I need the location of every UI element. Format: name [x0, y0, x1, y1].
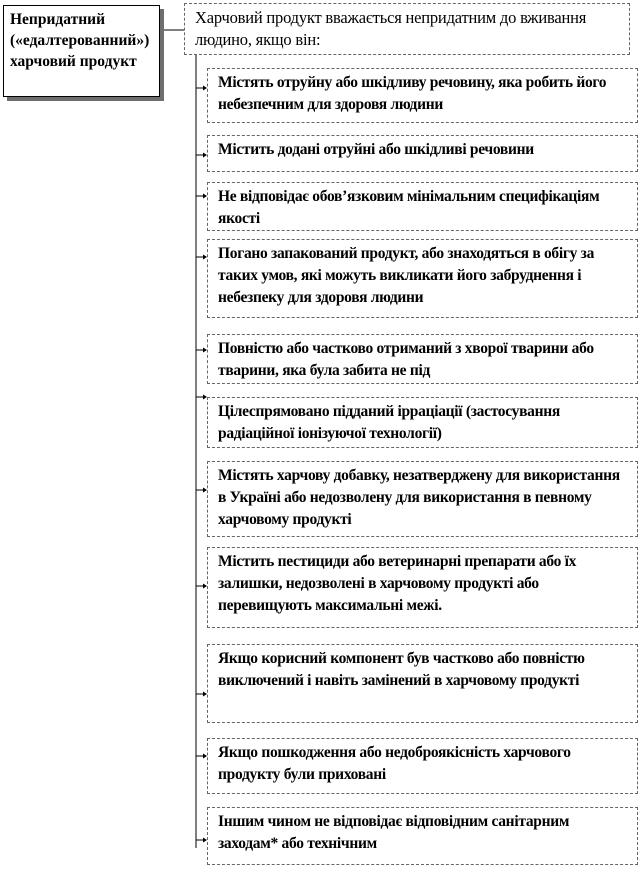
criterion-box-11 [207, 807, 638, 865]
criterion-box-5 [207, 334, 638, 384]
criterion-text: Погано запакований продукт, або знаходяться в обігу за таких умов, які можуть викликати його забруднення і небезпеку для здоровя людини [218, 245, 595, 306]
criterion-text: Містять харчову добавку, незатверджену для використання в Україні або недозволену для використання в певному харчовому продукті [218, 467, 620, 528]
criterion-box-7 [207, 461, 638, 537]
criterion-box-1 [207, 68, 638, 123]
criterion-text: Містить додані отруйні або шкідливі речовини [218, 141, 534, 158]
definition-header-box [184, 3, 630, 55]
criterion-text: Не відповідає обов’язковим мінімальним специфікаціям якості [218, 188, 600, 227]
root-concept-label: Непридатний («едалтерованний») харчовий продукт [10, 11, 150, 70]
criterion-text: Цілеспрямовано підданий ірраціації (застосування радіаційної іонізуючої технології) [218, 403, 560, 442]
criterion-box-10 [207, 738, 638, 794]
criterion-text: Іншим чином не відповідає відповідним санітарним заходам* або технічним [218, 813, 570, 852]
criterion-box-9 [207, 644, 638, 723]
criterion-text: Містять отруйну або шкідливу речовину, яка робить його небезпечним для здоровя людини [218, 74, 607, 113]
criterion-box-4 [207, 239, 638, 318]
root-concept-box [3, 5, 160, 97]
criterion-text: Якщо пошкодження або недоброякісність харчового продукту були приховані [218, 744, 571, 783]
criterion-box-6 [207, 397, 638, 448]
criterion-box-3 [207, 182, 638, 231]
definition-header-text: Харчовий продукт вважається непридатним до вживання людино, якщо він: [195, 8, 587, 49]
criterion-text: Повністю або частково отриманий з хворої тварини або тварини, яка була забита не під [218, 340, 594, 379]
criterion-text: Якщо корисний компонент був частково або повністю виключений і навіть замінений в харчовому продукті [218, 650, 585, 689]
criterion-box-2 [207, 135, 638, 172]
criterion-box-8 [207, 547, 638, 628]
criterion-text: Містить пестициди або ветеринарні препарати або їх залишки, недозволені в харчовому продукті або перевищують максимальні межі. [218, 553, 577, 614]
